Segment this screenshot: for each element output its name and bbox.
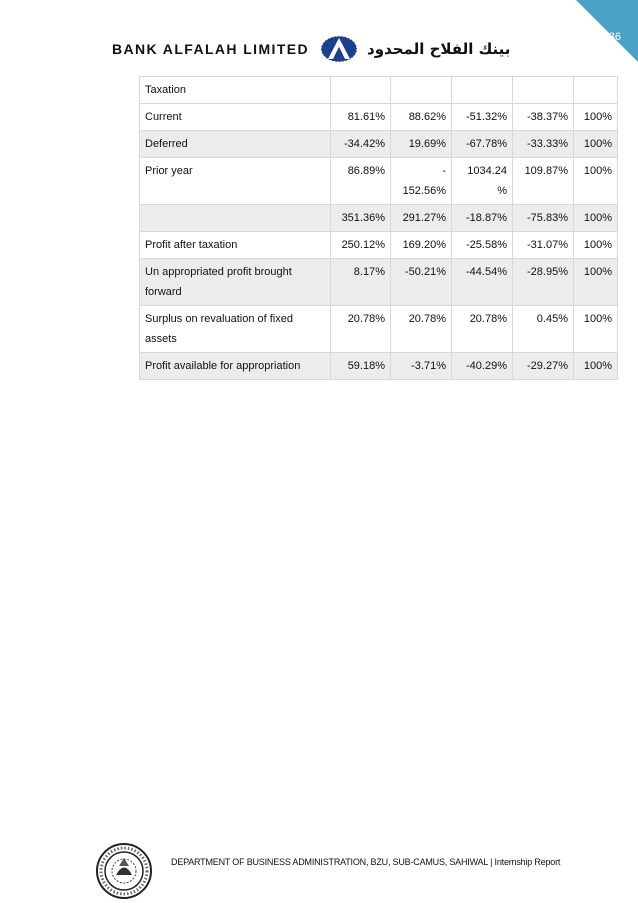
table-cell: -34.42% [331, 131, 391, 158]
table-cell: 1034.24 % [452, 158, 513, 205]
table-cell: -50.21% [391, 259, 452, 306]
table-cell: -38.37% [513, 104, 574, 131]
table-cell: -29.27% [513, 353, 574, 380]
brand-name: BANK ALFALAH LIMITED [112, 41, 310, 57]
table-row [140, 205, 618, 232]
table-cell: -44.54% [452, 259, 513, 306]
row-label: Deferred [140, 131, 331, 158]
table-cell: 109.87% [513, 158, 574, 205]
table-row [140, 158, 618, 205]
table-cell: 20.78% [331, 306, 391, 353]
table-cell: 8.17% [331, 259, 391, 306]
table-cell: - 152.56% [391, 158, 452, 205]
page-corner-tab [576, 0, 638, 62]
row-label: Profit available for appropriation [140, 353, 331, 380]
bank-logo-header [112, 32, 562, 66]
table-row [140, 259, 618, 306]
table-cell: 100% [574, 353, 618, 380]
table-cell [452, 77, 513, 104]
table-cell: -18.87% [452, 205, 513, 232]
table-cell: 250.12% [331, 232, 391, 259]
footer-department-text: DEPARTMENT OF BUSINESS ADMINISTRATION, BZU, SUB-CAMUS, SAHIWAL | Internship Report [171, 857, 561, 867]
table-cell: 0.45% [513, 306, 574, 353]
table-row [140, 77, 618, 104]
table-cell: -31.07% [513, 232, 574, 259]
table-cell: 100% [574, 158, 618, 205]
table-cell: -28.95% [513, 259, 574, 306]
table-row [140, 232, 618, 259]
row-label: Current [140, 104, 331, 131]
table-cell: 59.18% [331, 353, 391, 380]
table-cell: 291.27% [391, 205, 452, 232]
table-cell: 81.61% [331, 104, 391, 131]
table-cell: -3.71% [391, 353, 452, 380]
table-cell [331, 77, 391, 104]
row-label: Taxation [140, 77, 331, 104]
brand-name-arabic: بينك الفلاح المحدود [367, 40, 511, 58]
table-cell [574, 77, 618, 104]
table-cell: -51.32% [452, 104, 513, 131]
table-cell: -40.29% [452, 353, 513, 380]
table-cell: 86.89% [331, 158, 391, 205]
row-label: Prior year [140, 158, 331, 205]
table-cell [391, 77, 452, 104]
row-label [140, 205, 331, 232]
table-cell: 100% [574, 259, 618, 306]
row-label: Profit after taxation [140, 232, 331, 259]
table-cell: -33.33% [513, 131, 574, 158]
university-seal-icon [94, 842, 154, 900]
table-cell: 100% [574, 104, 618, 131]
table-cell: 20.78% [452, 306, 513, 353]
table-cell: -75.83% [513, 205, 574, 232]
table-row [140, 104, 618, 131]
table-cell: 169.20% [391, 232, 452, 259]
row-label: Un appropriated profit brought forward [140, 259, 331, 306]
page-number: 36 [608, 31, 621, 43]
table-row [140, 131, 618, 158]
table-cell [513, 77, 574, 104]
table-cell: 100% [574, 306, 618, 353]
table-row [140, 353, 618, 380]
table-cell: 88.62% [391, 104, 452, 131]
table-cell: 100% [574, 232, 618, 259]
table-cell: 20.78% [391, 306, 452, 353]
table-cell: -67.78% [452, 131, 513, 158]
table-cell: -25.58% [452, 232, 513, 259]
bank-emblem-icon [319, 34, 359, 64]
financial-ratio-table [139, 76, 618, 380]
table-cell: 19.69% [391, 131, 452, 158]
table-cell: 100% [574, 131, 618, 158]
table-row [140, 306, 618, 353]
table-cell: 100% [574, 205, 618, 232]
table-cell: 351.36% [331, 205, 391, 232]
row-label: Surplus on revaluation of fixed assets [140, 306, 331, 353]
